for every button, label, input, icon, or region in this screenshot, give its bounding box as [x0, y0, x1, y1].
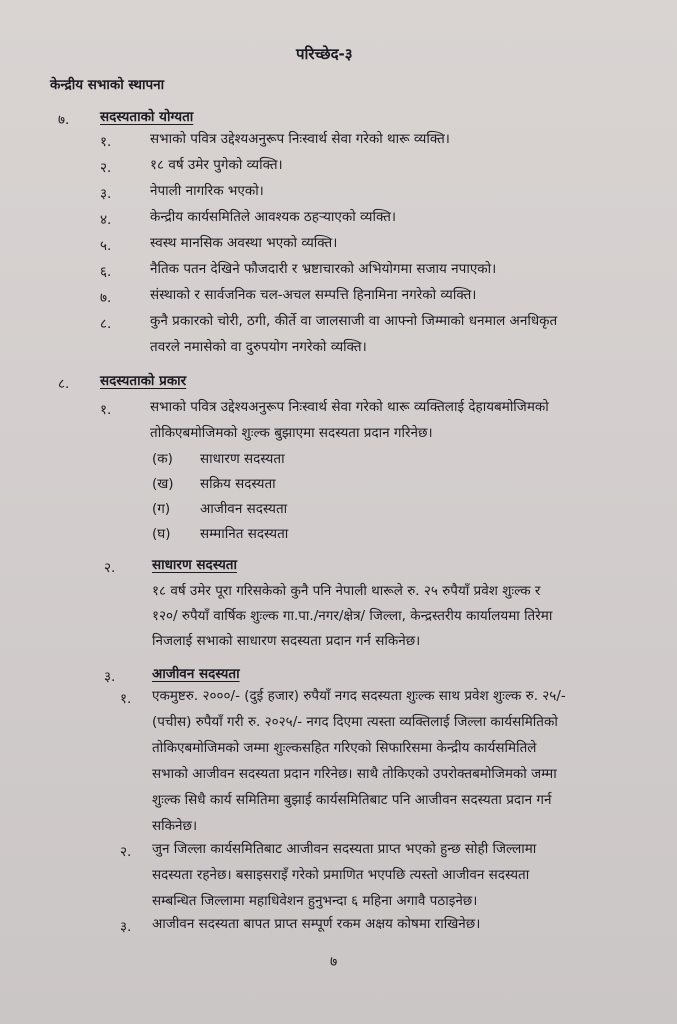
s7-item-6-text: नैतिक पतन देखिने फौजदारी र भ्रष्टाचारको अभियोगमा सजाय नपाएको।: [150, 261, 497, 277]
page-number: ७: [330, 954, 338, 970]
type-ga-text: आजीवन सदस्यता: [200, 501, 288, 517]
s8-p3-item-2-line-1: जुन जिल्ला कार्यसमितिबाट आजीवन सदस्यता प्राप्त भएको हुन्छ सोही जिल्लामा: [152, 841, 537, 857]
s8-p3-item-1-line-3: तोकिएबमोजिमको जम्मा शुःल्कसहित गरिएको सिफारिसमा केन्द्रीय कार्यसमितिले: [152, 740, 537, 756]
s7-item-7-num: ७.: [100, 290, 112, 306]
type-ka-label: (क): [152, 451, 173, 467]
s7-item-1-num: १.: [100, 134, 112, 150]
s7-item-8-line-2: तवरले नमासेको वा दुरुपयोग नगरेको व्यक्ति।: [150, 339, 367, 355]
s8-p3-item-1-line-1: एकमुष्टरु. २०००/- (दुई हजार) रुपैयाँ नगद सदस्यता शुःल्क साथ प्रवेश शुःल्क रु. २५/-: [152, 688, 566, 704]
s7-item-3-text: नेपाली नागरिक भएको।: [150, 183, 264, 199]
s7-item-5-num: ५.: [100, 238, 112, 254]
s8-p3-item-1-line-5: शुःल्क सिधै कार्य समितिमा बुझाई कार्यसमितिबाट पनि आजीवन सदस्यता प्रदान गर्न: [152, 792, 552, 808]
section-7-heading: सदस्यताको योग्यता: [100, 109, 194, 125]
s8-p1-line-1: सभाको पवित्र उद्देश्यअनुरूप निःस्वार्थ सेवा गरेको थारू व्यक्तिलाई देहायबमोजिमको: [150, 399, 549, 415]
s8-p2-line-2: १२०/ रुपैयाँ वार्षिक शुःल्क गा.पा./नगर/क्षेत्र/ जिल्ला, केन्द्रस्तरीय कार्यालयमा तिरेमा: [152, 608, 553, 624]
type-ga-label: (ग): [152, 501, 171, 517]
section-8-number: ८.: [58, 376, 70, 392]
s8-p3-heading: आजीवन सदस्यता: [152, 666, 240, 682]
s8-p2-line-3: निजलाई सभाको साधारण सदस्यता प्रदान गर्न सकिनेछ।: [152, 633, 421, 649]
s8-p3-item-3-line-1: आजीवन सदस्यता बापत प्राप्त सम्पूर्ण रकम अक्षय कोषमा राखिनेछ।: [152, 916, 481, 932]
type-kha-text: सक्रिय सदस्यता: [200, 476, 276, 492]
chapter-title: परिच्छेद-३: [296, 45, 353, 63]
s8-p3-item-2-line-3: सम्बन्धित जिल्लामा महाधिवेशन हुनुभन्दा ६ महिना अगावै पठाइनेछ।: [152, 893, 478, 909]
type-ka-text: साधारण सदस्यता: [200, 451, 285, 467]
s8-p3-num: ३.: [104, 669, 116, 685]
s7-item-5-text: स्वस्थ मानसिक अवस्था भएको व्यक्ति।: [150, 235, 338, 251]
s8-p3-item-1-num: १.: [120, 691, 132, 707]
s7-item-2-text: १८ वर्ष उमेर पुगेको व्यक्ति।: [150, 157, 283, 173]
s8-p3-item-3-num: ३.: [120, 919, 132, 935]
s7-item-4-text: केन्द्रीय कार्यसमितिले आवश्यक ठहऱ्याएको व्यक्ति।: [150, 209, 397, 225]
s7-item-7-text: संस्थाको र सार्वजनिक चल-अचल सम्पत्ति हिनामिना नगरेको व्यक्ति।: [150, 287, 477, 303]
s8-p2-heading: साधारण सदस्यता: [152, 557, 237, 573]
s7-item-6-num: ६.: [100, 264, 112, 280]
s8-p3-item-2-line-2: सदस्यता रहनेछ। बसाइसराइँ गरेको प्रमाणित भएपछि त्यस्तो आजीवन सदस्यता: [152, 867, 530, 883]
section-7-number: ७.: [58, 112, 70, 128]
type-kha-label: (ख): [152, 476, 174, 492]
type-gha-text: सम्मानित सदस्यता: [200, 526, 289, 542]
s8-p2-num: २.: [104, 560, 116, 576]
type-gha-label: (घ): [152, 526, 171, 542]
s8-p3-item-1-line-2: (पचीस) रुपैयाँ गरी रु. २०२५/- नगद दिएमा त्यस्ता व्यक्तिलाई जिल्ला कार्यसमितिको: [152, 714, 558, 730]
s8-p3-item-1-line-4: सभाको आजीवन सदस्यता प्रदान गरिनेछ। साथै तोकिएको उपरोक्तबमोजिमको जम्मा: [152, 766, 557, 782]
section-8-heading: सदस्यताको प्रकार: [100, 373, 187, 389]
s7-item-2-num: २.: [100, 160, 112, 176]
s8-p1-line-2: तोकिएबमोजिमको शुःल्क बुझाएमा सदस्यता प्रदान गरिनेछ।: [150, 425, 433, 441]
s7-item-8-line-1: कुनै प्रकारको चोरी, ठगी, कीर्ते वा जालसाजी वा आफ्नो जिम्माको धनमाल अनधिकृत: [150, 313, 558, 329]
s7-item-3-num: ३.: [100, 186, 112, 202]
s7-item-1-text: सभाको पवित्र उद्देश्यअनुरूप निःस्वार्थ सेवा गरेको थारू व्यक्ति।: [150, 131, 450, 147]
s7-item-4-num: ४.: [100, 212, 112, 228]
s8-p3-item-1-line-6: सकिनेछ।: [152, 818, 198, 834]
section-title: केन्द्रीय सभाको स्थापना: [50, 77, 165, 93]
s7-item-8-num: ८.: [100, 316, 112, 332]
s8-p2-line-1: १८ वर्ष उमेर पूरा गरिसकेको कुनै पनि नेपाली थारूले रु. २५ रुपैयाँ प्रवेश शुःल्क र: [152, 583, 541, 599]
s8-p3-item-2-num: २.: [120, 844, 132, 860]
s8-p1-num: १.: [100, 402, 112, 418]
